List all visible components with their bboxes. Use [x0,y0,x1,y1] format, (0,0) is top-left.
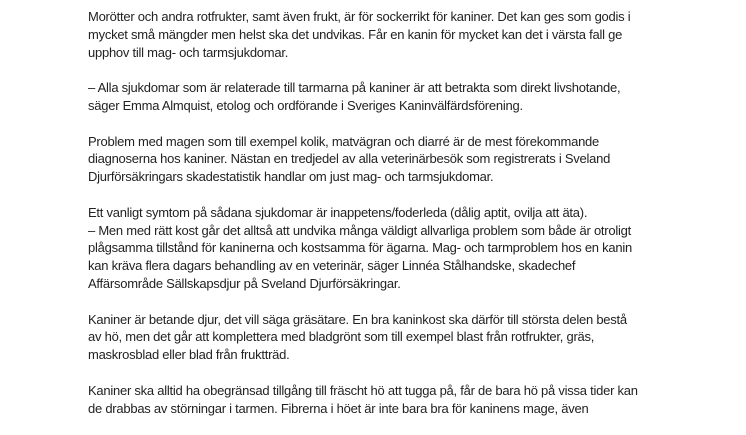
text-line: av hö, men det går att komplettera med bladgrönt som till exempel blast från rotfrukter, gräs, [88,329,595,345]
text-line: Affärsområde Sällskapsdjur på Sveland Djurförsäkringar. [88,275,401,291]
paragraph [88,79,638,115]
text-line: Kaniner ska alltid ha obegränsad tillgång till fräscht hö att tugga på, får de bara hö på vissa tider kan [88,382,638,398]
text-line: Ett vanligt symtom på sådana sjukdomar är inappetens/foderleda (dålig aptit, ovilja att äta). [88,204,588,220]
text-line: Djurförsäkringars skadestatistik handlar om just mag- och tarmsjukdomar. [88,169,494,185]
text-line: – Alla sjukdomar som är relaterade till tarmarna på kaniner är att betrakta som direkt livshotande, [88,80,621,96]
paragraph [88,382,638,418]
text-line: mycket små mängder men helst ska det undvikas. Får en kanin för mycket kan det i värsta fall ge [88,26,623,42]
paragraph [88,204,638,293]
text-line: Morötter och andra rotfrukter, samt även frukt, är för sockerrikt för kaniner. Det kan ges som godis i [88,9,631,24]
text-line: upphov till mag- och tarmsjukdomar. [88,44,289,60]
text-line: Problem med magen som till exempel kolik, matvägran och diarré är de mest förekommande [88,133,600,149]
article-body [88,8,638,435]
paragraph [88,311,638,364]
text-line: maskrosblad eller blad från fruktträd. [88,347,290,363]
text-line: plågsamma tillstånd för kaninerna och kostsamma för ägarna. Mag- och tarmproblem hos en kanin [88,240,632,256]
text-line: Kaniner är betande djur, det vill säga gräsätare. En bra kaninkost ska därför till största delen bestå [88,311,627,327]
text-line: diagnoserna hos kaniner. Nästan en tredjedel av alla veterinärbesök som registrerats i Sveland [88,151,611,167]
paragraph [88,133,638,186]
paragraph [88,8,638,61]
text-line: kan kräva flera dagars behandling av en veterinär, säger Linnéa Stålhandske, skadechef [88,258,576,274]
text-line: säger Emma Almquist, etolog och ordförande i Sveriges Kaninvälfärdsförening. [88,97,523,113]
text-line: – Men med rätt kost går det alltså att undvika många väldigt allvarliga problem som både är otroligt [88,222,631,238]
text-line: de drabbas av störningar i tarmen. Fibrerna i höet är inte bara bra för kaninens mage, även [88,400,589,416]
